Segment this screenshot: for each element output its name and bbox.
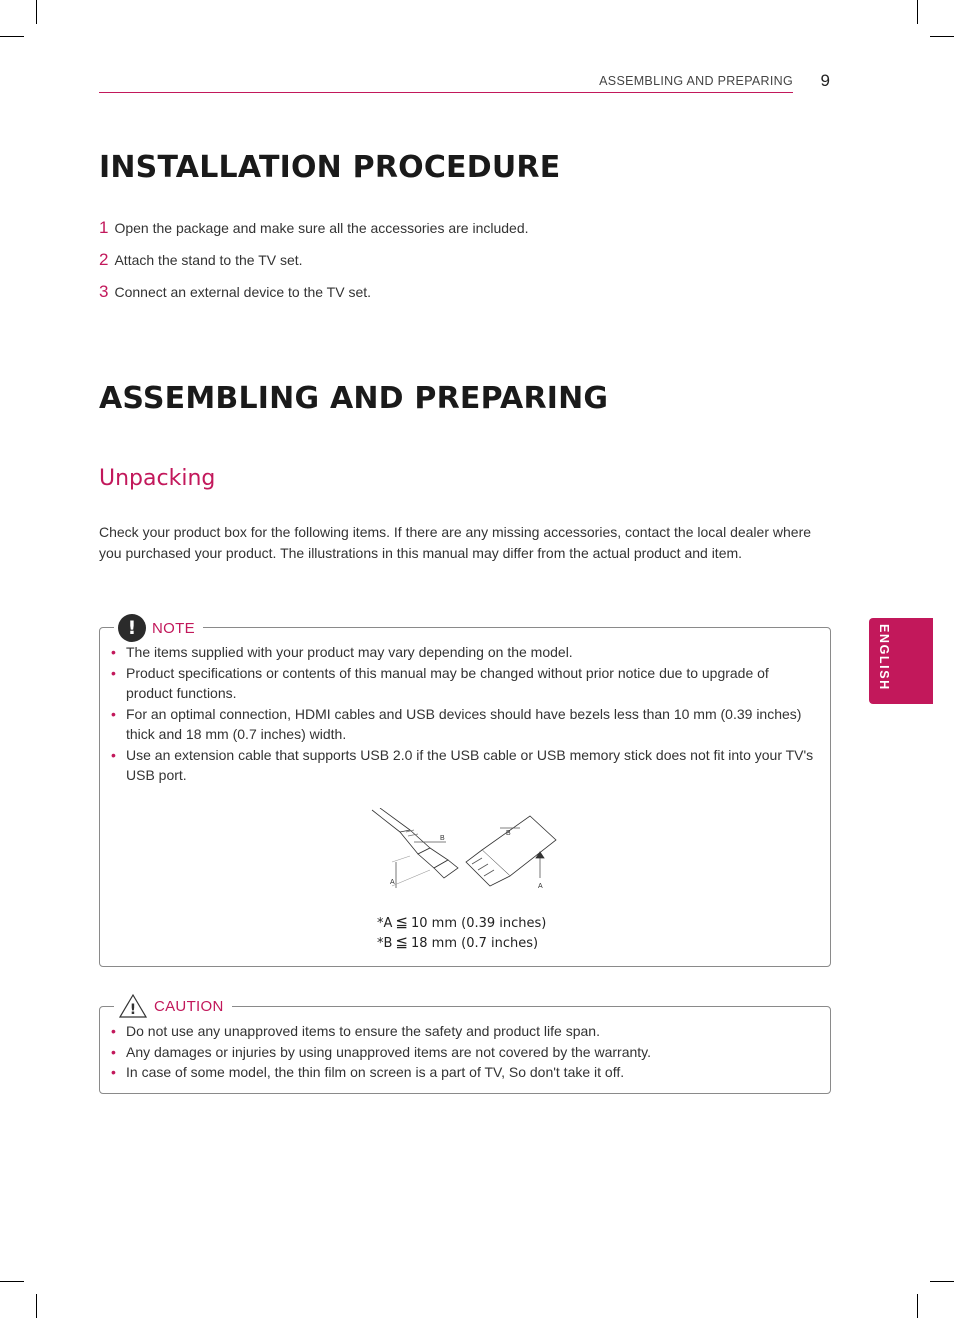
step-text: Open the package and make sure all the accessories are included. [114,220,529,236]
header-section-title: ASSEMBLING AND PREPARING [599,74,793,88]
note-item: • For an optimal connection, HDMI cables and USB devices should have bezels less than 10 mm (0.39 inches) thick and 18 mm (0.7 inches) width. [110,704,816,745]
dimension-label-b-usb: B [506,830,511,837]
step-item [99,250,529,282]
spec-a [377,913,546,931]
step-text: Connect an external device to the TV set. [114,284,372,300]
crop-mark [917,0,918,24]
spec-a-prefix: *A [377,916,393,931]
language-tab [869,618,933,704]
assembling-title: ASSEMBLING AND PREPARING [99,381,609,416]
caution-list [110,1021,816,1083]
crop-mark [0,36,24,37]
less-equal-icon: ≦ [395,933,408,951]
dimension-label-a-usb: A [538,883,543,890]
dimension-label-b: B [440,835,445,842]
crop-mark [930,1281,954,1282]
note-header [114,614,203,642]
unpacking-subtitle: Unpacking [99,466,216,491]
caution-box [99,997,831,1094]
warning-glyph: ! [129,1002,137,1018]
step-item [99,218,529,250]
crop-mark [930,36,954,37]
step-number: 2 [99,250,109,269]
spec-a-value: 10 mm (0.39 inches) [410,916,547,931]
dimension-label-a: A [390,879,395,886]
less-equal-icon: ≦ [395,913,408,931]
crop-mark [36,1294,37,1318]
caution-label: CAUTION [154,997,224,1015]
crop-mark [36,0,37,24]
step-text: Attach the stand to the TV set. [114,252,303,268]
note-label: NOTE [152,619,195,637]
note-exclamation-icon: ! [118,614,146,642]
header-rule [99,92,793,93]
note-item: • Product specifications or contents of this manual may be changed without prior notice due to upgrade of product functions. [110,663,816,704]
unpacking-intro: Check your product box for the following items. If there are any missing accessories, contact the local dealer where you purchased your product. The illustrations in this manual may differ from the actual product and item. [99,524,812,561]
installation-steps [99,218,529,314]
warning-triangle-icon [118,993,148,1019]
installation-title: INSTALLATION PROCEDURE [99,150,561,185]
step-number: 3 [99,282,109,301]
spec-b-prefix: *B [377,936,393,951]
language-tab-label: ENGLISH [877,624,891,691]
note-box [99,617,831,967]
crop-mark [0,1281,24,1282]
crop-mark [917,1294,918,1318]
note-item: • Use an extension cable that supports USB 2.0 if the USB cable or USB memory stick does not fit into your TV's USB port. [110,745,816,786]
connector-diagram [370,808,570,898]
page-number: 9 [820,71,830,90]
spec-b-value: 18 mm (0.7 inches) [411,936,539,951]
note-item: • The items supplied with your product may vary depending on the model. [110,642,816,663]
caution-item: • In case of some model, the thin film on screen is a part of TV, So don't take it off. [110,1062,816,1083]
step-item [99,282,529,314]
caution-item: • Do not use any unapproved items to ensure the safety and product life span. [110,1021,816,1042]
caution-header [114,993,232,1019]
spec-b [377,933,538,951]
caution-item: • Any damages or injuries by using unapproved items are not covered by the warranty. [110,1042,816,1063]
note-list [110,642,816,786]
hdmi-cable-icon [372,808,410,832]
step-number: 1 [99,218,109,237]
